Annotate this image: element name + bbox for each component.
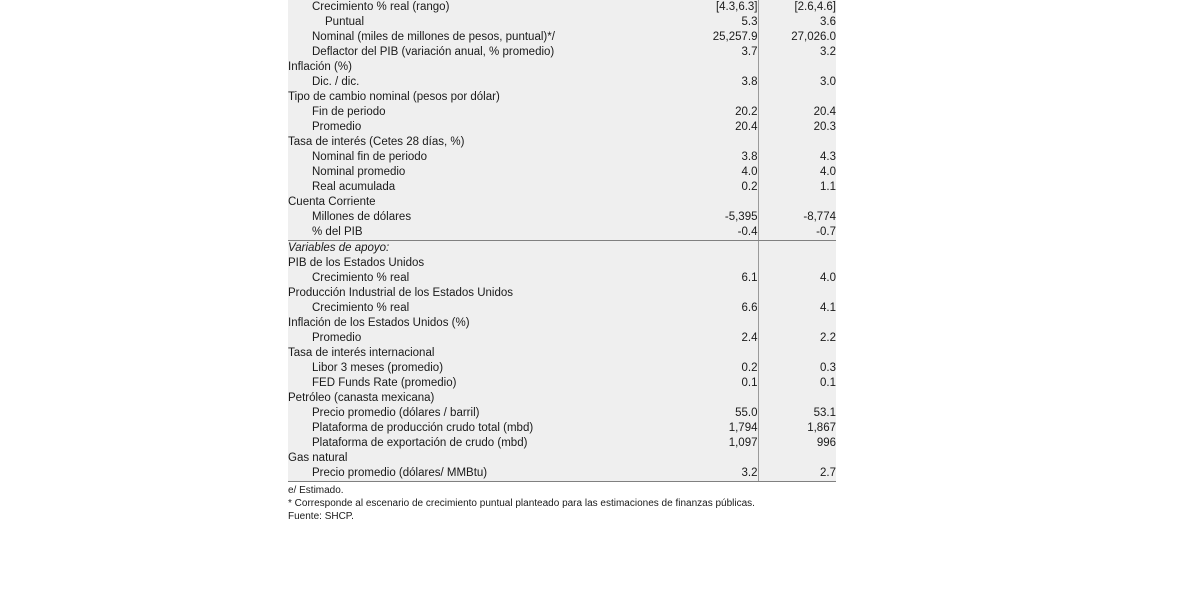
row-value-col2: -8,774: [758, 210, 836, 225]
row-label: Fin de periodo: [288, 105, 706, 120]
row-label: Precio promedio (dólares / barril): [288, 406, 706, 421]
row-value-col1: 1,097: [706, 436, 758, 451]
row-value-col2: 4.3: [758, 150, 836, 165]
table-row: [288, 135, 836, 150]
row-value-col2: -0.7: [758, 225, 836, 241]
row-value-col2: [758, 391, 836, 406]
row-value-col1: -0.4: [706, 225, 758, 241]
row-value-col2: 4.0: [758, 165, 836, 180]
table-row: [288, 316, 836, 331]
table-row: [288, 15, 836, 30]
table-row: [288, 90, 836, 105]
row-label: Tasa de interés internacional: [288, 346, 706, 361]
table-row: [288, 451, 836, 466]
row-label: Inflación de los Estados Unidos (%): [288, 316, 706, 331]
row-label: Gas natural: [288, 451, 706, 466]
macro-indicators-table: [288, 0, 836, 482]
table-row: [288, 165, 836, 180]
row-label: Precio promedio (dólares/ MMBtu): [288, 466, 706, 482]
table-row: [288, 150, 836, 165]
row-value-col2: 2.7: [758, 466, 836, 482]
row-value-col1: 55.0: [706, 406, 758, 421]
row-label: Variables de apoyo:: [288, 241, 706, 257]
table-row: [288, 225, 836, 241]
table-row: [288, 45, 836, 60]
row-value-col1: [706, 195, 758, 210]
table-body: [288, 0, 836, 482]
row-label: Plataforma de exportación de crudo (mbd): [288, 436, 706, 451]
row-label: Libor 3 meses (promedio): [288, 361, 706, 376]
row-value-col1: [706, 286, 758, 301]
footnote-scenario: * Corresponde al escenario de crecimiento puntual planteado para las estimaciones de finanzas públicas.: [288, 498, 755, 509]
row-label: Cuenta Corriente: [288, 195, 706, 210]
row-value-col2: 2.2: [758, 331, 836, 346]
table-row: [288, 436, 836, 451]
row-value-col2: 27,026.0: [758, 30, 836, 45]
row-label: Nominal promedio: [288, 165, 706, 180]
row-value-col1: [706, 346, 758, 361]
row-value-col1: 5.3: [706, 15, 758, 30]
table-row: [288, 210, 836, 225]
footnote-estimated: e/ Estimado.: [288, 485, 344, 496]
row-value-col1: -5,395: [706, 210, 758, 225]
row-value-col2: 1,867: [758, 421, 836, 436]
table-row: [288, 391, 836, 406]
footnote-source: Fuente: SHCP.: [288, 511, 354, 522]
table-row: [288, 421, 836, 436]
table-row: [288, 60, 836, 75]
row-value-col2: 996: [758, 436, 836, 451]
table-row: [288, 241, 836, 257]
row-value-col2: [758, 256, 836, 271]
table-row: [288, 406, 836, 421]
table-row: [288, 0, 836, 15]
row-label: Nominal (miles de millones de pesos, puntual)*/: [288, 30, 706, 45]
row-value-col2: [758, 451, 836, 466]
row-label: Crecimiento % real: [288, 301, 706, 316]
row-label: Inflación (%): [288, 60, 706, 75]
row-value-col2: [758, 60, 836, 75]
row-value-col2: [758, 90, 836, 105]
row-value-col1: [706, 316, 758, 331]
row-value-col1: 3.8: [706, 75, 758, 90]
row-label: Producción Industrial de los Estados Unidos: [288, 286, 706, 301]
row-value-col2: 1.1: [758, 180, 836, 195]
row-value-col2: [758, 241, 836, 257]
row-value-col1: 1,794: [706, 421, 758, 436]
table-row: [288, 301, 836, 316]
table-row: [288, 120, 836, 135]
row-value-col1: [706, 135, 758, 150]
row-value-col1: 0.1: [706, 376, 758, 391]
row-value-col2: 20.4: [758, 105, 836, 120]
row-value-col2: [758, 195, 836, 210]
row-label: FED Funds Rate (promedio): [288, 376, 706, 391]
row-value-col2: 20.3: [758, 120, 836, 135]
row-value-col1: 20.4: [706, 120, 758, 135]
row-label: Promedio: [288, 120, 706, 135]
row-value-col1: [706, 391, 758, 406]
row-value-col2: 0.3: [758, 361, 836, 376]
row-label: Nominal fin de periodo: [288, 150, 706, 165]
row-value-col2: 3.0: [758, 75, 836, 90]
row-value-col2: 4.0: [758, 271, 836, 286]
table-row: [288, 195, 836, 210]
row-label: Puntual: [288, 15, 706, 30]
table-row: [288, 286, 836, 301]
row-value-col1: 6.6: [706, 301, 758, 316]
row-value-col1: 20.2: [706, 105, 758, 120]
row-value-col1: 6.1: [706, 271, 758, 286]
table-row: [288, 331, 836, 346]
row-value-col1: 4.0: [706, 165, 758, 180]
row-value-col2: [758, 316, 836, 331]
table-row: [288, 256, 836, 271]
row-value-col1: [706, 90, 758, 105]
macro-table-document: [288, 0, 836, 523]
row-value-col2: [758, 135, 836, 150]
row-value-col2: [758, 286, 836, 301]
row-label: Real acumulada: [288, 180, 706, 195]
row-value-col1: [706, 60, 758, 75]
table-row: [288, 105, 836, 120]
row-label: Plataforma de producción crudo total (mbd): [288, 421, 706, 436]
row-value-col1: [706, 451, 758, 466]
row-value-col2: 4.1: [758, 301, 836, 316]
table-row: [288, 75, 836, 90]
table-row: [288, 30, 836, 45]
row-value-col1: [706, 241, 758, 257]
row-label: Dic. / dic.: [288, 75, 706, 90]
table-row: [288, 346, 836, 361]
row-value-col2: 3.6: [758, 15, 836, 30]
row-label: Crecimiento % real (rango): [288, 0, 706, 15]
table-row: [288, 180, 836, 195]
row-label: Tasa de interés (Cetes 28 días, %): [288, 135, 706, 150]
table-row: [288, 361, 836, 376]
row-value-col1: 0.2: [706, 361, 758, 376]
row-label: Crecimiento % real: [288, 271, 706, 286]
table-footnotes: [288, 484, 836, 523]
row-value-col1: [706, 256, 758, 271]
row-value-col1: 3.8: [706, 150, 758, 165]
row-label: % del PIB: [288, 225, 706, 241]
row-value-col1: 3.2: [706, 466, 758, 482]
table-row: [288, 466, 836, 482]
table-row: [288, 271, 836, 286]
row-label: Tipo de cambio nominal (pesos por dólar): [288, 90, 706, 105]
row-label: Promedio: [288, 331, 706, 346]
row-value-col1: 25,257.9: [706, 30, 758, 45]
row-value-col2: [758, 346, 836, 361]
row-value-col2: 53.1: [758, 406, 836, 421]
row-value-col2: [2.6,4.6]: [758, 0, 836, 15]
row-value-col1: 2.4: [706, 331, 758, 346]
row-label: Millones de dólares: [288, 210, 706, 225]
row-value-col1: [4.3,6.3]: [706, 0, 758, 15]
row-value-col1: 0.2: [706, 180, 758, 195]
row-label: Petróleo (canasta mexicana): [288, 391, 706, 406]
table-row: [288, 376, 836, 391]
row-label: PIB de los Estados Unidos: [288, 256, 706, 271]
row-value-col2: 3.2: [758, 45, 836, 60]
row-value-col2: 0.1: [758, 376, 836, 391]
row-label: Deflactor del PIB (variación anual, % promedio): [288, 45, 706, 60]
row-value-col1: 3.7: [706, 45, 758, 60]
